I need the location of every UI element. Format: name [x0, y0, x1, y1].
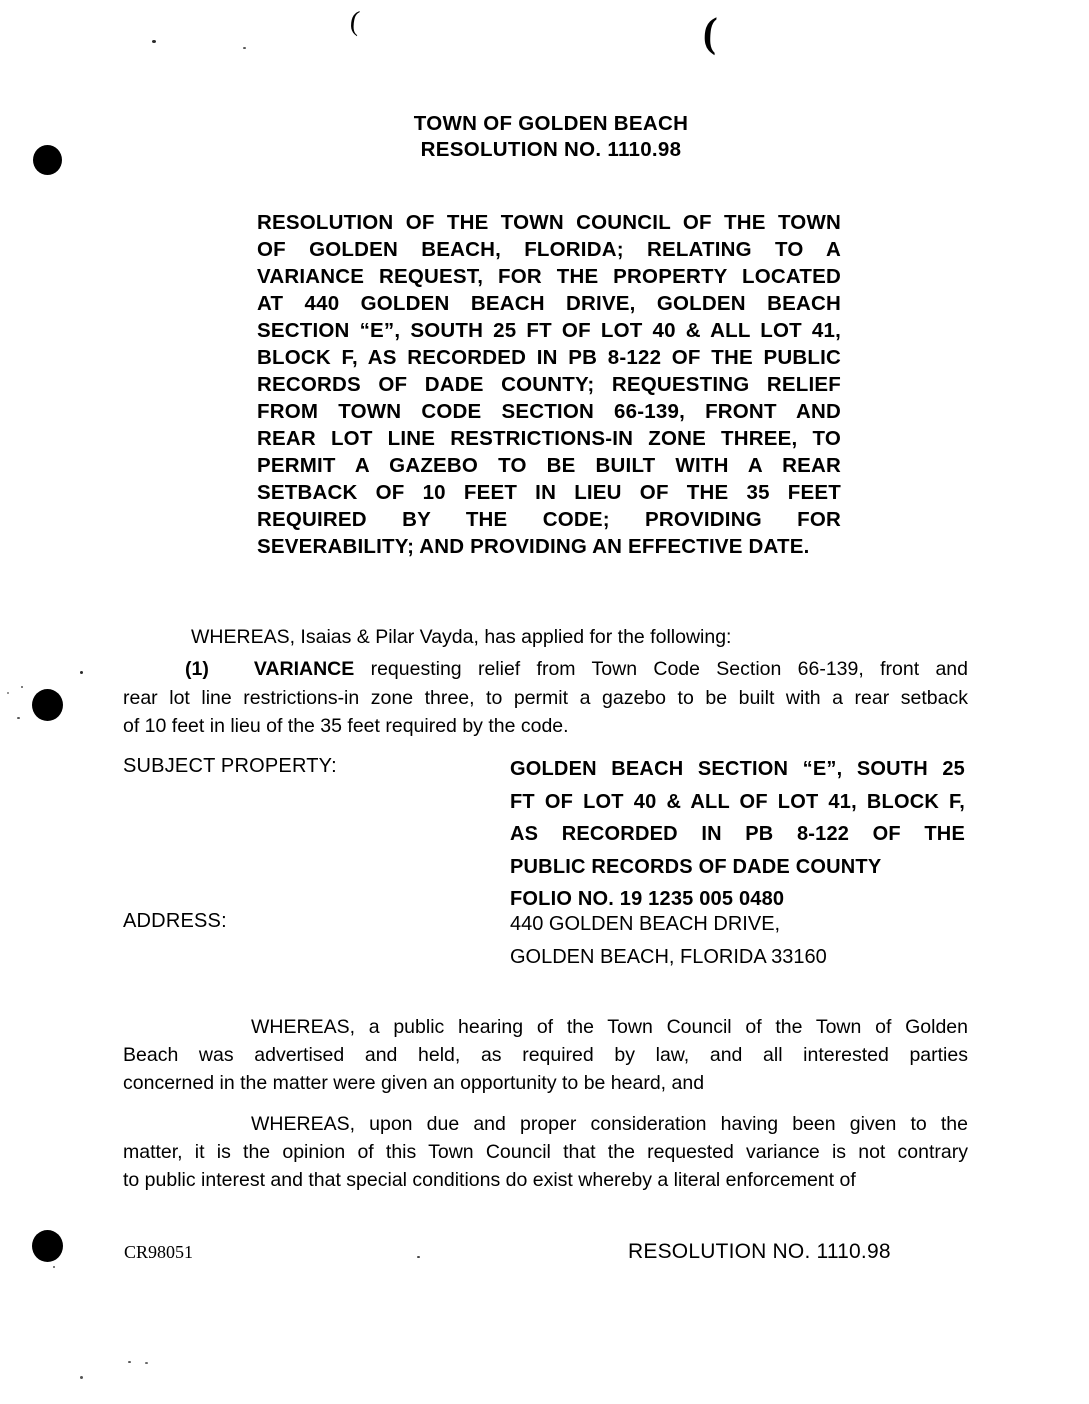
footer-document-code: CR98051 [124, 1242, 194, 1262]
scan-speck [243, 47, 246, 49]
hole-punch-bottom [32, 1230, 63, 1262]
legal-description-line: GOLDEN BEACH SECTION “E”, SOUTH 25 [510, 758, 965, 780]
folio-number: FOLIO NO. 19 1235 005 0480 [510, 888, 785, 910]
caption-line: RESOLUTION OF THE TOWN COUNCIL OF THE TOWN [257, 211, 841, 234]
hole-punch-middle [32, 689, 63, 721]
whereas-applied-paragraph: WHEREAS, Isaias & Pilar Vayda, has applied for the following: [191, 625, 732, 648]
variance-keyword: VARIANCE [253, 658, 355, 680]
variance-text: requesting relief from Town Code Section 66-139, front and [370, 658, 968, 680]
variance-line: of 10 feet in lieu of the 35 feet required by the code. [123, 715, 569, 737]
scan-speck [128, 1361, 131, 1363]
legal-description-line: FT OF LOT 40 & ALL OF LOT 41, BLOCK F, [510, 790, 965, 813]
subject-property-value [510, 753, 965, 916]
resolution-caption-block [257, 209, 841, 560]
stray-paren-mark: ( [701, 9, 719, 57]
document-title [0, 111, 1089, 163]
caption-line: AT 440 GOLDEN BEACH DRIVE, GOLDEN BEACH [257, 292, 841, 315]
variance-line [123, 655, 968, 684]
address-line: GOLDEN BEACH, FLORIDA 33160 [510, 945, 827, 968]
title-town: TOWN OF GOLDEN BEACH [413, 112, 689, 135]
caption-line: SEVERABILITY; AND PROVIDING AN EFFECTIVE DATE. [257, 535, 810, 558]
address-label: ADDRESS: [123, 910, 227, 932]
caption-line: SECTION “E”, SOUTH 25 FT OF LOT 40 & ALL LOT 41, [257, 319, 841, 342]
scan-speck [7, 692, 9, 694]
legal-description-line: PUBLIC RECORDS OF DADE COUNTY [510, 855, 882, 878]
caption-line: PERMIT A GAZEBO TO BE BUILT WITH A REAR [257, 454, 841, 477]
caption-line: RECORDS OF DADE COUNTY; REQUESTING RELIEF [257, 373, 841, 396]
scan-speck [17, 717, 20, 719]
scan-speck [417, 1256, 420, 1258]
caption-line: FROM TOWN CODE SECTION 66-139, FRONT AND [257, 400, 841, 423]
whereas-consideration-paragraph [123, 1110, 968, 1195]
paragraph-line: Beach was advertised and held, as required by law, and all interested parties [123, 1044, 968, 1067]
variance-number: (1) [185, 658, 209, 680]
address-value [510, 908, 965, 973]
caption-line: SETBACK OF 10 FEET IN LIEU OF THE 35 FEET [257, 481, 841, 504]
paragraph-line: matter, it is the opinion of this Town Council that the requested variance is not contrary [123, 1141, 968, 1164]
caption-line: OF GOLDEN BEACH, FLORIDA; RELATING TO A [257, 238, 841, 261]
address-line: 440 GOLDEN BEACH DRIVE, [510, 913, 781, 935]
paragraph-line: WHEREAS, upon due and proper consideration having been given to the [251, 1113, 968, 1135]
paragraph-line: WHEREAS, a public hearing of the Town Council of the Town of Golden [251, 1016, 968, 1038]
scan-speck [80, 1376, 83, 1379]
whereas-hearing-paragraph [123, 1013, 968, 1098]
scan-speck [145, 1362, 148, 1364]
caption-line: REQUIRED BY THE CODE; PROVIDING FOR [257, 508, 841, 531]
caption-line: VARIANCE REQUEST, FOR THE PROPERTY LOCATED [257, 265, 841, 288]
legal-description-line: AS RECORDED IN PB 8-122 OF THE [510, 823, 965, 845]
variance-line: rear lot line restrictions-in zone three, to permit a gazebo to be built with a rear setback [123, 686, 968, 709]
caption-line: REAR LOT LINE RESTRICTIONS-IN ZONE THREE, TO [257, 427, 841, 450]
scan-speck [53, 1266, 55, 1268]
footer-resolution-reference: RESOLUTION NO. 1110.98 [628, 1240, 891, 1263]
scan-speck [152, 40, 156, 43]
caption-line: BLOCK F, AS RECORDED IN PB 8-122 OF THE PUBLIC [257, 346, 841, 369]
stray-paren-mark: ( [348, 5, 361, 38]
paragraph-line: to public interest and that special conditions do exist whereby a literal enforcement of [123, 1169, 856, 1192]
subject-property-label: SUBJECT PROPERTY: [123, 755, 337, 777]
title-resolution-number: RESOLUTION NO. 1110.98 [420, 138, 682, 161]
scan-speck [80, 671, 83, 674]
scan-speck [21, 686, 23, 688]
paragraph-line: concerned in the matter were given an opportunity to be heard, and [123, 1072, 705, 1095]
variance-item-paragraph [123, 655, 968, 741]
